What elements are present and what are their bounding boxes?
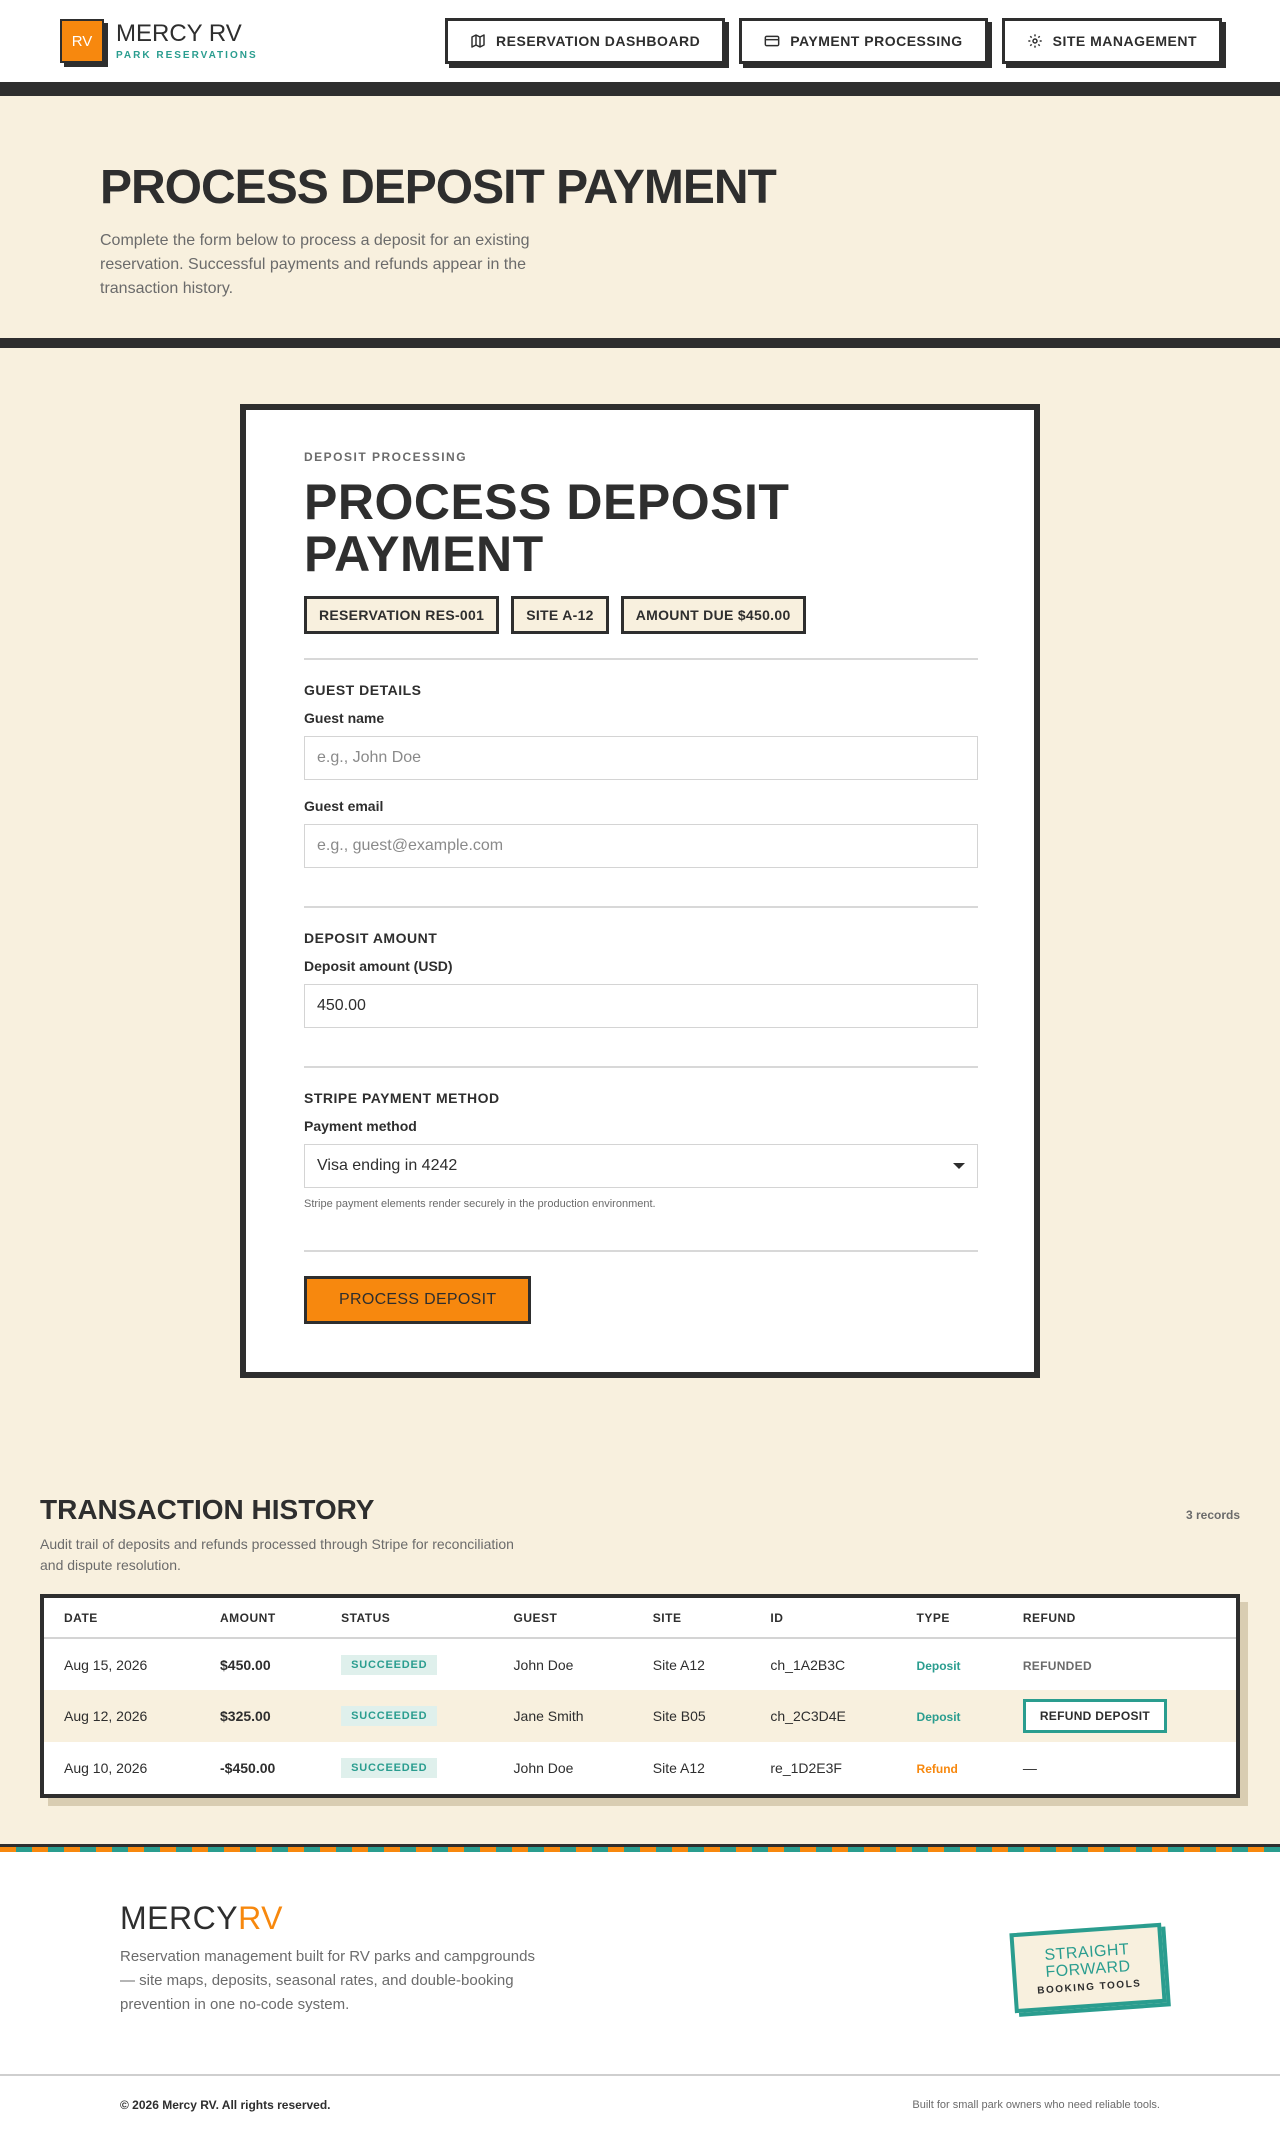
type-label: Deposit bbox=[916, 1658, 961, 1673]
footer-logo[interactable] bbox=[120, 1900, 1160, 1937]
header-divider bbox=[0, 82, 1280, 96]
status-badge: SUCCEEDED bbox=[341, 1706, 437, 1726]
nav-label: RESERVATION DASHBOARD bbox=[496, 33, 701, 49]
column-header: ID bbox=[750, 1598, 896, 1638]
payment-method-label: Payment method bbox=[304, 1118, 417, 1134]
payment-hint: Stripe payment elements render securely in the production environment. bbox=[304, 1198, 656, 1210]
cell-date: Aug 15, 2026 bbox=[64, 1656, 148, 1673]
transactions-table bbox=[44, 1598, 1236, 1794]
table-header-row bbox=[44, 1598, 1236, 1638]
refunded-label: REFUNDED bbox=[1022, 1658, 1092, 1673]
site-chip: SITE A-12 bbox=[511, 596, 609, 634]
status-badge: SUCCEEDED bbox=[341, 1655, 437, 1675]
logo-mark: RV bbox=[60, 19, 104, 63]
deposit-amount-label: Deposit amount (USD) bbox=[304, 958, 453, 974]
guest-section-title: GUEST DETAILS bbox=[304, 682, 422, 698]
page-description: Complete the form below to process a deposit for an existing reservation. Successful payments and refunds appear in the transaction history. bbox=[100, 231, 530, 297]
cell-guest: Jane Smith bbox=[494, 1690, 633, 1742]
column-header: AMOUNT bbox=[200, 1598, 321, 1638]
section-divider bbox=[304, 1066, 978, 1068]
reservation-chips bbox=[304, 596, 978, 634]
cell-amount: -$450.00 bbox=[220, 1760, 276, 1776]
section-divider bbox=[304, 658, 978, 660]
nav-site-management[interactable] bbox=[1002, 18, 1222, 64]
chevron-down-icon bbox=[953, 1163, 965, 1169]
guest-name-label: Guest name bbox=[304, 710, 385, 726]
straightforward-badge bbox=[1009, 1923, 1166, 2013]
footer bbox=[0, 1852, 1280, 2074]
payment-method-value: Visa ending in 4242 bbox=[317, 1157, 458, 1174]
column-header: TYPE bbox=[897, 1598, 1003, 1638]
reservation-chip: RESERVATION RES-001 bbox=[304, 596, 499, 634]
cell-date: Aug 10, 2026 bbox=[64, 1760, 148, 1776]
brand-name: MERCY RV bbox=[116, 19, 242, 47]
nav-label: PAYMENT PROCESSING bbox=[790, 33, 963, 49]
section-divider bbox=[304, 1250, 978, 1252]
badge-caption: BOOKING TOOLS bbox=[1036, 1977, 1142, 1997]
table-row bbox=[44, 1690, 1236, 1742]
type-label: Refund bbox=[916, 1762, 958, 1776]
top-header bbox=[0, 0, 1280, 82]
cell-id: re_1D2E3F bbox=[770, 1760, 842, 1776]
cell-date: Aug 12, 2026 bbox=[44, 1690, 200, 1742]
column-header: DATE bbox=[44, 1598, 200, 1638]
guest-email-label: Guest email bbox=[304, 798, 384, 814]
guest-name-field[interactable] bbox=[304, 736, 978, 780]
column-header: GUEST bbox=[494, 1598, 633, 1638]
copyright: © 2026 Mercy RV. All rights reserved. bbox=[120, 2098, 331, 2112]
gear-icon bbox=[1027, 33, 1043, 49]
deposit-amount-field[interactable] bbox=[304, 984, 978, 1028]
cell-id: ch_1A2B3C bbox=[770, 1656, 846, 1673]
table-row bbox=[44, 1638, 1236, 1690]
form-eyebrow: DEPOSIT PROCESSING bbox=[304, 450, 468, 464]
credit-card-icon bbox=[764, 33, 780, 49]
transactions-title: TRANSACTION HISTORY bbox=[40, 1494, 375, 1525]
cell-site: Site B05 bbox=[633, 1690, 751, 1742]
badge-line: STRAIGHT bbox=[1043, 1940, 1130, 1964]
cell-amount: $450.00 bbox=[220, 1656, 271, 1673]
status-badge: SUCCEEDED bbox=[341, 1758, 437, 1778]
main-nav bbox=[445, 18, 1222, 64]
process-deposit-button[interactable]: PROCESS DEPOSIT bbox=[304, 1276, 531, 1324]
type-label: Deposit bbox=[916, 1710, 961, 1724]
footer-logo-text: MERCY bbox=[120, 1900, 239, 1936]
nav-label: SITE MANAGEMENT bbox=[1052, 33, 1197, 49]
section-divider bbox=[304, 906, 978, 908]
transactions-table-wrapper bbox=[40, 1594, 1240, 1798]
badge-line: FORWARD bbox=[1044, 1957, 1132, 1981]
guest-email-input[interactable] bbox=[317, 837, 965, 855]
footer-logo-accent: RV bbox=[238, 1900, 283, 1936]
footer-description: Reservation management built for RV parks and campgrounds — site maps, deposits, seasonal rates, and double-booking prevention in one no-code system. bbox=[120, 1948, 535, 2013]
record-count: 3 records bbox=[1185, 1508, 1240, 1522]
nav-payment-processing[interactable] bbox=[739, 18, 987, 64]
footer-bottom bbox=[0, 2074, 1280, 2134]
guest-name-input[interactable] bbox=[317, 749, 965, 767]
cell-site: Site A12 bbox=[652, 1760, 705, 1776]
cell-refund: — bbox=[1022, 1760, 1037, 1776]
cell-guest: John Doe bbox=[513, 1760, 574, 1776]
column-header: REFUND bbox=[1003, 1598, 1236, 1638]
hero-divider bbox=[0, 338, 1280, 348]
cell-id: ch_2C3D4E bbox=[750, 1690, 896, 1742]
payment-method-select[interactable] bbox=[304, 1144, 978, 1188]
brand-logo[interactable] bbox=[60, 19, 258, 63]
guest-email-field[interactable] bbox=[304, 824, 978, 868]
deposit-amount-input[interactable] bbox=[317, 997, 965, 1015]
amount-due-chip: AMOUNT DUE $450.00 bbox=[621, 596, 806, 634]
brand-subtitle: PARK RESERVATIONS bbox=[116, 49, 258, 61]
column-header: STATUS bbox=[321, 1598, 493, 1638]
deposit-form-card bbox=[240, 404, 1040, 1378]
column-header: SITE bbox=[633, 1598, 751, 1638]
footer-stripe bbox=[0, 1844, 1280, 1852]
cell-site: Site A12 bbox=[652, 1656, 705, 1673]
refund-deposit-button[interactable]: REFUND DEPOSIT bbox=[1023, 1699, 1167, 1733]
footer-tagline: Built for small park owners who need reliable tools. bbox=[912, 2099, 1160, 2111]
table-row bbox=[44, 1742, 1236, 1794]
cell-amount: $325.00 bbox=[200, 1690, 321, 1742]
cell-guest: John Doe bbox=[513, 1656, 574, 1673]
hero bbox=[0, 96, 1280, 338]
form-section bbox=[0, 348, 1280, 1494]
deposit-section-title: DEPOSIT AMOUNT bbox=[304, 930, 438, 946]
form-title: PROCESS DEPOSIT PAYMENT bbox=[304, 474, 790, 582]
transaction-history bbox=[0, 1494, 1280, 1844]
transactions-description: Audit trail of deposits and refunds processed through Stripe for reconciliation and dispute resolution. bbox=[40, 1536, 514, 1573]
page-title: PROCESS DEPOSIT PAYMENT bbox=[100, 161, 776, 214]
nav-reservation-dashboard[interactable] bbox=[445, 18, 725, 64]
map-icon bbox=[470, 33, 486, 49]
payment-section-title: STRIPE PAYMENT METHOD bbox=[304, 1090, 500, 1106]
